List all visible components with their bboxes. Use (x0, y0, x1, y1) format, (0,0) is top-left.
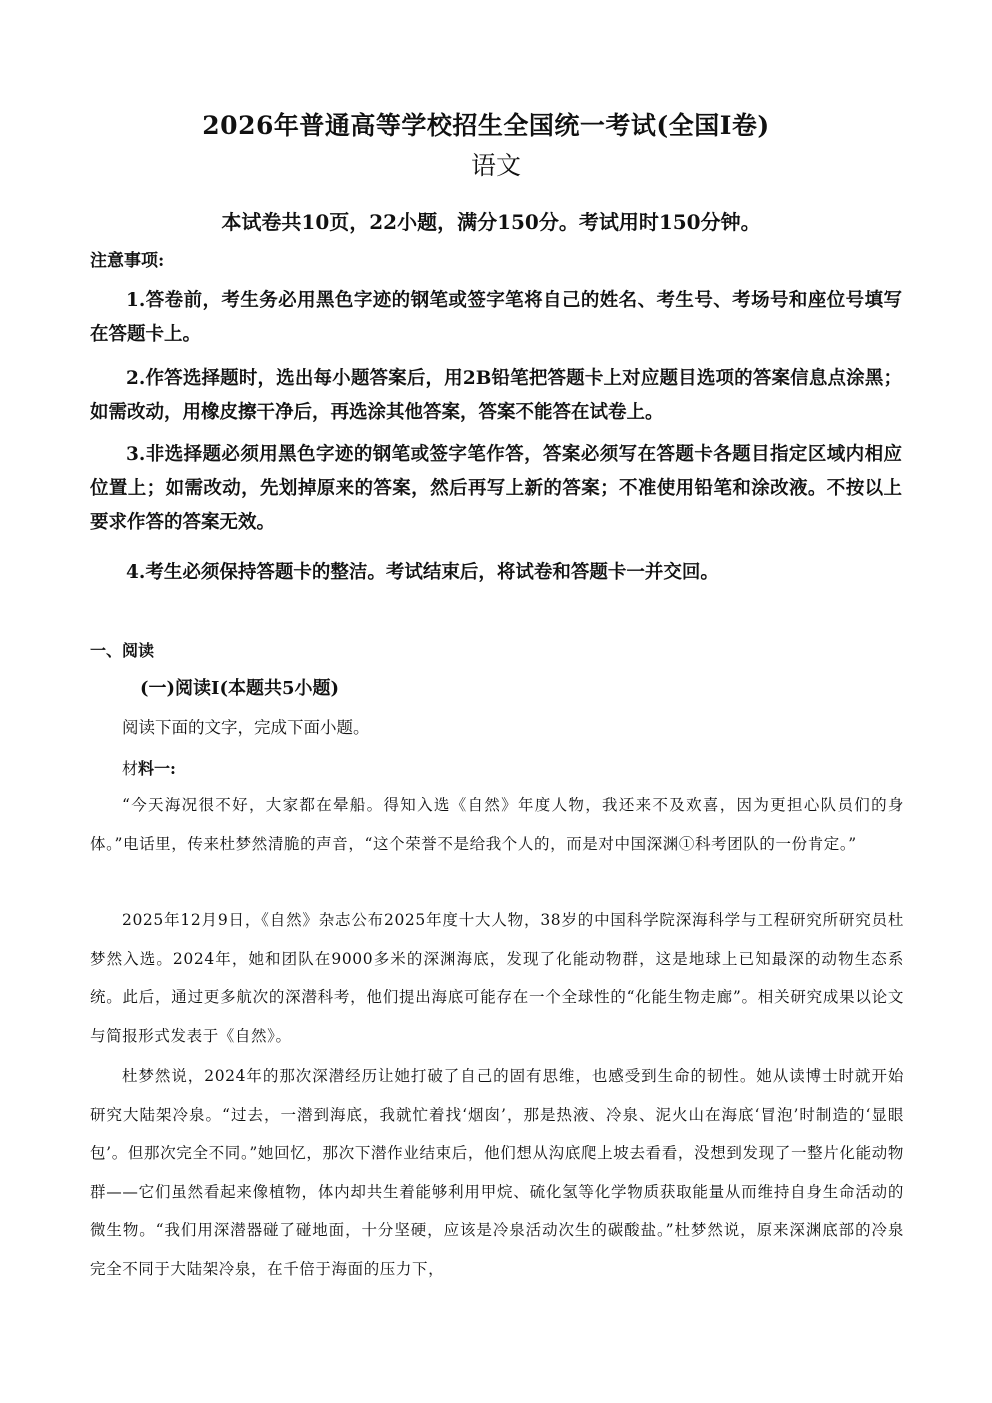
reading-instruction: 阅读下面的文字，完成下面小题。 (122, 718, 370, 737)
notice-item: 2.作答选择题时，选出每小题答案后，用2B铅笔把答题卡上对应题目选项的答案信息点涂黑；如需改动，用橡皮擦干净后，再选涂其他答案，答案不能答在试卷上。 (90, 368, 902, 423)
notice-item: 3.非选择题必须用黑色字迹的钢笔或签字笔作答，答案必须写在答题卡各题目指定区域内相应位置上；如需改动，先划掉原来的答案，然后再写上新的答案；不准使用铅笔和涂改液。不按以上要求作答的答案无效。 (90, 444, 902, 533)
passage-paragraph: “今天海况很不好，大家都在晕船。得知入选《自然》年度人物，我还来不及欢喜，因为更担心队员们的身体。”电话里，传来杜梦然清脆的声音，“这个荣誉不是给我个人的，而是对中国深渊①科考团队的一份肯定。” (90, 796, 904, 853)
passage-paragraph: 2025年12月9日，《自然》杂志公布2025年度十大人物，38岁的中国科学院深海科学与工程研究所研究员杜梦然入选。2024年，她和团队在9000多米的深渊海底，发现了化能动物群，这是地球上已知最深的动物生态系统。此后，通过更多航次的深潜科考，他们提出海底可能存在一个全球性的“化能生物走廊”。相关研究成果以论文与简报形式发表于《自然》。 (90, 911, 904, 1045)
material-label (122, 756, 176, 779)
material-label-suffix: 料一: (138, 759, 176, 778)
section-subheading: (一)阅读I(本题共5小题) (140, 678, 340, 699)
exam-subject: 语文 (470, 151, 521, 180)
passage-paragraph: 杜梦然说，2024年的那次深潜经历让她打破了自己的固有思维，也感受到生命的韧性。她从读博士时就开始研究大陆架冷泉。“过去，一潜到海底，我就忙着找‘烟囱’，那是热液、冷泉、泥火山在海底‘冒泡’时制造的‘显眼包’。但那次完全不同。”她回忆，那次下潜作业结束后，他们想从沟底爬上坡去看看，没想到发现了一整片化能动物群——它们虽然看起来像植物，体内却共生着能够利用甲烷、硫化氢等化学物质获取能量从而维持自身生命活动的微生物。“我们用深潜器碰了碰地面，十分坚硬，应该是冷泉活动次生的碳酸盐。”杜梦然说，原来深渊底部的冷泉完全不同于大陆架冷泉，在千倍于海面的压力下， (90, 1067, 904, 1278)
notice-heading: 注意事项: (90, 251, 165, 271)
material-label-prefix: 材 (122, 759, 139, 778)
notice-item: 4.考生必须保持答题卡的整洁。考试结束后，将试卷和答题卡一并交回。 (126, 562, 719, 583)
notice-item: 1.答卷前，考生务必用黑色字迹的钢笔或签字笔将自己的姓名、考生号、考场号和座位号填写在答题卡上。 (90, 290, 902, 345)
exam-title: 2026年普通高等学校招生全国统一考试(全国I卷) (202, 111, 770, 140)
exam-summary: 本试卷共10页，22小题，满分150分。考试用时150分钟。 (221, 210, 761, 234)
section-heading: 一、阅读 (90, 641, 155, 660)
